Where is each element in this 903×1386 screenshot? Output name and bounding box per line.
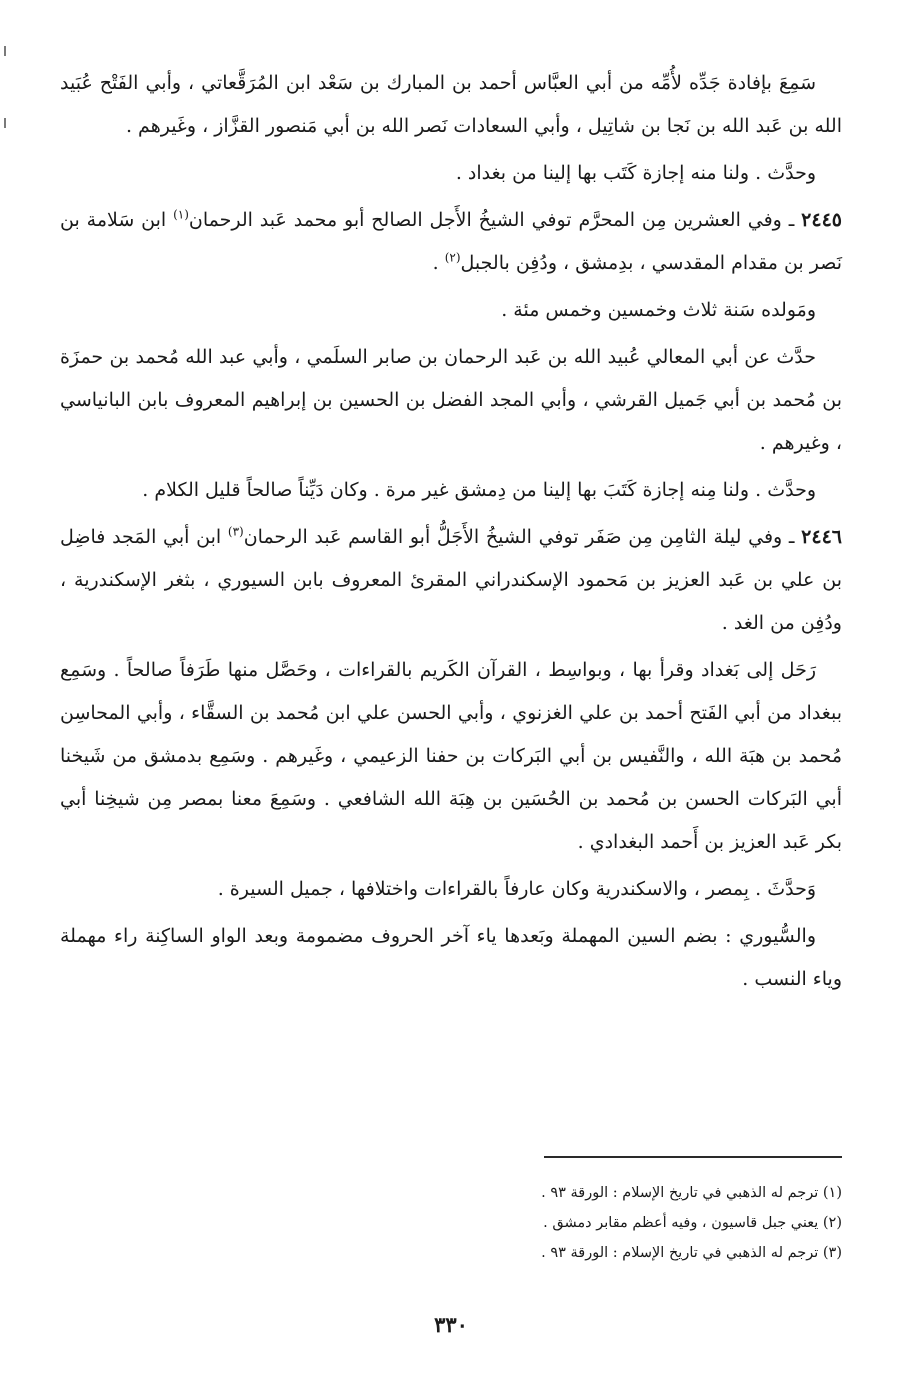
footnote-reference: (٢) (444, 250, 461, 265)
entry-text: ابن سَلامة بن نَصر بن مقدام المقدسي ، بدِمشق ، ودُفِن بالجبل (60, 209, 842, 274)
footnote-divider (544, 1156, 842, 1158)
footnote: (٢) يعني جبل قاسيون ، وفيه أعظم مقابر دمشق . (543, 1215, 842, 1231)
entry-paragraph (60, 199, 842, 285)
entry-text: ـ وفي العشرين مِن المحرَّم توفي الشيخُ الأَجل الصالح أبو محمد عَبد الرحمان (188, 209, 802, 231)
paragraph-text: وحدَّث . ولنا منه إجازة كَتَب بها إلينا من بغداد . (455, 162, 816, 184)
paragraph (60, 152, 842, 195)
footnote: (١) ترجم له الذهبي في تاريخ الإسلام : الورقة ٩٣ . (541, 1185, 842, 1201)
paragraph-text: وَحدَّثَ . بِمصر ، والاسكندرية وكان عارفاً بالقراءات واختلافها ، جميل السيرة . (217, 878, 816, 900)
paragraph (60, 62, 842, 148)
document-page (60, 62, 842, 1362)
footnote-reference: (٣) (227, 524, 244, 539)
paragraph-text: حدَّث عن أبي المعالي عُبيد الله بن عَبد الرحمان بن صابر السلَمي ، وأبي عبد الله مُحمد بن حمزَة بن مُحمد بن أبي جَميل القرشي ، وأبي المجد الفضل بن الحسين بن إبراهيم المعروف بابن البانياسي ، وغيرهم . (60, 346, 842, 454)
paragraph-text: والسُّيوري : بضم السين المهملة وبَعدها ياء آخر الحروف مضمومة وبعد الواو الساكِنة راء مهملة وياء النسب . (60, 925, 842, 990)
footnotes (60, 1178, 842, 1268)
page-number: ٣٣٠ (434, 1312, 468, 1337)
paragraph (60, 289, 842, 332)
paragraph (60, 336, 842, 465)
entry-number: ٢٤٤٥ (801, 209, 842, 231)
entry-paragraph (60, 516, 842, 645)
paragraph (60, 649, 842, 864)
paragraph-text: رَحَل إلى بَغداد وقرأ بها ، وبواسِط ، القرآن الكَريم بالقراءات ، وحَصَّل منها طَرَفاً صالحاً . وسَمِع ببغداد من أبي الفَتح أحمد بن علي الغزنوي ، وأبي الحسن علي ابن مُحمد بن السقَّاء ، وأبي المحاسِن مُحمد بن هبَة الله ، والنَّفيس بن أبي البَركات بن حفنا الزعيمي ، وغَيرهم . وسَمِع بدمشق من شَيخنا أبي البَركات الحسن بن مُحمد بن الحُسَين بن هِبَة الله الشافعي . وسَمِعَ معنا بمصر مِن شيخِنا أبي بكر عَبد العزيز بن أَحمد البغدادي . (60, 659, 842, 853)
entry-text: ـ وفي ليلة الثامِن مِن صَفَر توفي الشيخُ الأَجَلُّ أبو القاسم عَبد الرحمان (243, 526, 802, 548)
paragraph-text: سَمِعَ بإفادة جَدِّه لأُمِّه من أبي العبَّاس أحمد بن المبارك بن سَعْد ابن المُرَقَّعاتي ، وأبي الفَتْح عُبَيد الله بن عَبد الله بن نَجا بن شاتِيل ، وأبي السعادات نَصر الله بن أبي مَنصور القزَّاز ، وغَيرهم . (60, 72, 842, 137)
paragraph (60, 868, 842, 911)
footnote-reference: (١) (173, 207, 189, 222)
entry-text: . (432, 252, 445, 274)
page-edge-mark (4, 46, 6, 56)
paragraph-text: وحدَّث . ولنا مِنه إجازة كَتَبَ بها إلينا من دِمشق غير مرة . وكان دَيِّناً صالحاً قليل الكلام . (142, 479, 816, 501)
paragraph (60, 915, 842, 1001)
page-edge-mark (4, 118, 6, 128)
footnote: (٣) ترجم له الذهبي في تاريخ الإسلام : الورقة ٩٣ . (541, 1245, 842, 1261)
entry-text: ابن أبي المَجد فاضِل بن علي بن عَبد العزيز بن مَحمود الإسكندراني المقرئ المعروف بابن السيوري ، بثغر الإسكندرية ، ودُفِن من الغد . (60, 526, 842, 634)
paragraph (60, 469, 842, 512)
entry-number: ٢٤٤٦ (801, 526, 842, 548)
paragraph-text: ومَولده سَنة ثلاث وخمسين وخمس مئة . (501, 299, 816, 321)
